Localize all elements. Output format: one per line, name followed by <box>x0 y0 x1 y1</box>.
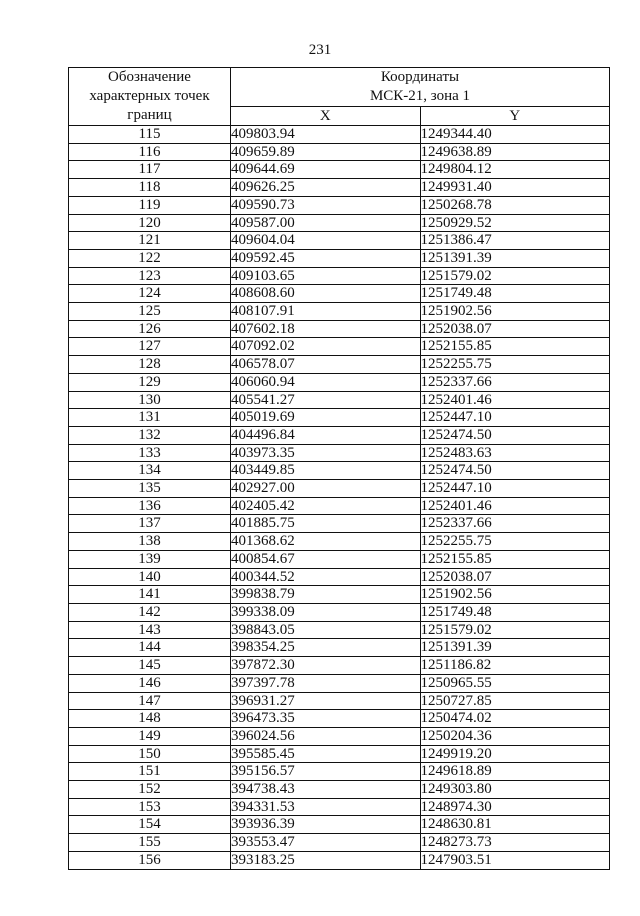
point-number-cell: 135 <box>69 480 231 498</box>
table-row <box>69 391 610 409</box>
table-row <box>69 161 610 179</box>
table-row <box>69 267 610 285</box>
y-coordinate-cell: 1252155.85 <box>420 550 610 568</box>
point-number-cell: 153 <box>69 798 231 816</box>
point-number-cell: 115 <box>69 126 231 144</box>
x-coordinate-cell: 404496.84 <box>231 426 421 444</box>
y-coordinate-cell: 1252447.10 <box>420 409 610 427</box>
point-number-cell: 121 <box>69 232 231 250</box>
y-coordinate-cell: 1252474.50 <box>420 462 610 480</box>
x-coordinate-cell: 409103.65 <box>231 267 421 285</box>
y-coordinate-cell: 1252474.50 <box>420 426 610 444</box>
table-row <box>69 409 610 427</box>
table-body <box>69 126 610 870</box>
point-number-cell: 123 <box>69 267 231 285</box>
point-number-cell: 145 <box>69 657 231 675</box>
table-row <box>69 444 610 462</box>
point-number-cell: 118 <box>69 179 231 197</box>
x-coordinate-cell: 409590.73 <box>231 196 421 214</box>
table-row <box>69 143 610 161</box>
point-number-cell: 139 <box>69 550 231 568</box>
point-number-cell: 140 <box>69 568 231 586</box>
point-number-cell: 144 <box>69 639 231 657</box>
table-row <box>69 497 610 515</box>
table-row <box>69 603 610 621</box>
table-row <box>69 745 610 763</box>
point-number-cell: 137 <box>69 515 231 533</box>
y-coordinate-cell: 1252038.07 <box>420 320 610 338</box>
x-coordinate-cell: 397872.30 <box>231 657 421 675</box>
x-coordinate-cell: 399338.09 <box>231 603 421 621</box>
y-coordinate-cell: 1252255.75 <box>420 356 610 374</box>
point-number-cell: 143 <box>69 621 231 639</box>
point-number-cell: 126 <box>69 320 231 338</box>
table-row <box>69 621 610 639</box>
y-coordinate-cell: 1252483.63 <box>420 444 610 462</box>
point-number-cell: 154 <box>69 816 231 834</box>
table-row <box>69 781 610 799</box>
point-designation-header <box>69 68 231 126</box>
point-number-cell: 150 <box>69 745 231 763</box>
x-coordinate-cell: 409644.69 <box>231 161 421 179</box>
coordinate-system-label: МСК-21, зона 1 <box>369 88 471 104</box>
table-row <box>69 550 610 568</box>
point-number-cell: 120 <box>69 214 231 232</box>
x-coordinate-cell: 406578.07 <box>231 356 421 374</box>
x-coordinate-cell: 396024.56 <box>231 727 421 745</box>
x-coordinate-cell: 409803.94 <box>231 126 421 144</box>
point-number-cell: 152 <box>69 781 231 799</box>
x-coordinate-cell: 395156.57 <box>231 763 421 781</box>
point-number-cell: 116 <box>69 143 231 161</box>
y-coordinate-cell: 1252401.46 <box>420 497 610 515</box>
y-coordinate-cell: 1247903.51 <box>420 851 610 869</box>
y-coordinate-cell: 1252337.66 <box>420 515 610 533</box>
table-row <box>69 710 610 728</box>
x-coordinate-cell: 394738.43 <box>231 781 421 799</box>
point-number-cell: 148 <box>69 710 231 728</box>
x-coordinate-cell: 399838.79 <box>231 586 421 604</box>
y-coordinate-cell: 1249638.89 <box>420 143 610 161</box>
table-row <box>69 462 610 480</box>
x-coordinate-cell: 408608.60 <box>231 285 421 303</box>
point-number-cell: 147 <box>69 692 231 710</box>
point-designation-label: Обозначение характерных точек границ <box>89 69 210 123</box>
y-coordinate-cell: 1249618.89 <box>420 763 610 781</box>
y-coordinate-cell: 1251902.56 <box>420 586 610 604</box>
x-coordinate-cell: 407092.02 <box>231 338 421 356</box>
x-coordinate-cell: 409592.45 <box>231 249 421 267</box>
y-coordinate-cell: 1250474.02 <box>420 710 610 728</box>
table-row <box>69 303 610 321</box>
y-coordinate-cell: 1251579.02 <box>420 621 610 639</box>
y-coordinate-cell: 1251186.82 <box>420 657 610 675</box>
x-coordinate-cell: 405541.27 <box>231 391 421 409</box>
y-coordinate-cell: 1252401.46 <box>420 391 610 409</box>
y-coordinate-cell: 1249303.80 <box>420 781 610 799</box>
x-coordinate-cell: 409604.04 <box>231 232 421 250</box>
point-number-cell: 149 <box>69 727 231 745</box>
x-coordinate-cell: 396473.35 <box>231 710 421 728</box>
y-coordinate-cell: 1251749.48 <box>420 285 610 303</box>
y-coordinate-cell: 1252255.75 <box>420 533 610 551</box>
x-coordinate-cell: 393553.47 <box>231 834 421 852</box>
y-coordinate-cell: 1250268.78 <box>420 196 610 214</box>
table-row <box>69 515 610 533</box>
table-row <box>69 568 610 586</box>
point-number-cell: 156 <box>69 851 231 869</box>
y-coordinate-cell: 1248273.73 <box>420 834 610 852</box>
table-row <box>69 426 610 444</box>
table-row <box>69 126 610 144</box>
point-number-cell: 132 <box>69 426 231 444</box>
table-row <box>69 249 610 267</box>
x-column-header: X <box>231 107 421 126</box>
table-row <box>69 657 610 675</box>
point-number-cell: 130 <box>69 391 231 409</box>
y-coordinate-cell: 1252155.85 <box>420 338 610 356</box>
table-row <box>69 727 610 745</box>
table-row <box>69 851 610 869</box>
point-number-cell: 124 <box>69 285 231 303</box>
point-number-cell: 128 <box>69 356 231 374</box>
y-coordinate-cell: 1248630.81 <box>420 816 610 834</box>
table-row <box>69 373 610 391</box>
y-coordinate-cell: 1249919.20 <box>420 745 610 763</box>
coordinates-header <box>231 68 610 107</box>
x-coordinate-cell: 397397.78 <box>231 674 421 692</box>
point-number-cell: 133 <box>69 444 231 462</box>
table-row <box>69 639 610 657</box>
point-number-cell: 131 <box>69 409 231 427</box>
table-row <box>69 196 610 214</box>
y-coordinate-cell: 1251386.47 <box>420 232 610 250</box>
table-row <box>69 692 610 710</box>
x-coordinate-cell: 394331.53 <box>231 798 421 816</box>
point-number-cell: 129 <box>69 373 231 391</box>
y-coordinate-cell: 1249931.40 <box>420 179 610 197</box>
table-row <box>69 285 610 303</box>
point-number-cell: 146 <box>69 674 231 692</box>
y-coordinate-cell: 1252447.10 <box>420 480 610 498</box>
table-row <box>69 533 610 551</box>
point-number-cell: 136 <box>69 497 231 515</box>
x-coordinate-cell: 393936.39 <box>231 816 421 834</box>
x-coordinate-cell: 408107.91 <box>231 303 421 321</box>
y-coordinate-cell: 1251579.02 <box>420 267 610 285</box>
point-number-cell: 125 <box>69 303 231 321</box>
x-coordinate-cell: 395585.45 <box>231 745 421 763</box>
table-row <box>69 356 610 374</box>
x-coordinate-cell: 401885.75 <box>231 515 421 533</box>
table-row <box>69 232 610 250</box>
point-number-cell: 155 <box>69 834 231 852</box>
table-row <box>69 798 610 816</box>
point-number-cell: 138 <box>69 533 231 551</box>
x-coordinate-cell: 403449.85 <box>231 462 421 480</box>
coordinates-table <box>68 67 610 870</box>
x-coordinate-cell: 402927.00 <box>231 480 421 498</box>
y-coordinate-cell: 1251391.39 <box>420 249 610 267</box>
x-coordinate-cell: 403973.35 <box>231 444 421 462</box>
x-coordinate-cell: 402405.42 <box>231 497 421 515</box>
x-coordinate-cell: 409587.00 <box>231 214 421 232</box>
y-coordinate-cell: 1251749.48 <box>420 603 610 621</box>
point-number-cell: 117 <box>69 161 231 179</box>
y-coordinate-cell: 1252337.66 <box>420 373 610 391</box>
x-coordinate-cell: 400854.67 <box>231 550 421 568</box>
y-coordinate-cell: 1248974.30 <box>420 798 610 816</box>
y-coordinate-cell: 1249804.12 <box>420 161 610 179</box>
x-coordinate-cell: 398354.25 <box>231 639 421 657</box>
point-number-cell: 119 <box>69 196 231 214</box>
coordinates-title: Координаты <box>380 69 460 85</box>
y-coordinate-cell: 1252038.07 <box>420 568 610 586</box>
x-coordinate-cell: 400344.52 <box>231 568 421 586</box>
x-coordinate-cell: 407602.18 <box>231 320 421 338</box>
table-row <box>69 338 610 356</box>
point-number-cell: 127 <box>69 338 231 356</box>
table-row <box>69 586 610 604</box>
point-number-cell: 141 <box>69 586 231 604</box>
table-row <box>69 763 610 781</box>
x-coordinate-cell: 406060.94 <box>231 373 421 391</box>
table-header <box>69 68 610 126</box>
y-column-header: Y <box>420 107 610 126</box>
point-number-cell: 134 <box>69 462 231 480</box>
x-coordinate-cell: 405019.69 <box>231 409 421 427</box>
y-coordinate-cell: 1251902.56 <box>420 303 610 321</box>
table-row <box>69 834 610 852</box>
y-coordinate-cell: 1251391.39 <box>420 639 610 657</box>
x-coordinate-cell: 393183.25 <box>231 851 421 869</box>
table-row <box>69 674 610 692</box>
x-coordinate-cell: 398843.05 <box>231 621 421 639</box>
table-row <box>69 179 610 197</box>
y-coordinate-cell: 1250727.85 <box>420 692 610 710</box>
x-coordinate-cell: 401368.62 <box>231 533 421 551</box>
table-row <box>69 816 610 834</box>
x-coordinate-cell: 409659.89 <box>231 143 421 161</box>
y-coordinate-cell: 1250929.52 <box>420 214 610 232</box>
point-number-cell: 122 <box>69 249 231 267</box>
table-row <box>69 480 610 498</box>
table-row <box>69 320 610 338</box>
x-coordinate-cell: 396931.27 <box>231 692 421 710</box>
x-coordinate-cell: 409626.25 <box>231 179 421 197</box>
y-coordinate-cell: 1249344.40 <box>420 126 610 144</box>
point-number-cell: 142 <box>69 603 231 621</box>
y-coordinate-cell: 1250204.36 <box>420 727 610 745</box>
table-row <box>69 214 610 232</box>
y-coordinate-cell: 1250965.55 <box>420 674 610 692</box>
page-number: 231 <box>308 42 332 58</box>
point-number-cell: 151 <box>69 763 231 781</box>
